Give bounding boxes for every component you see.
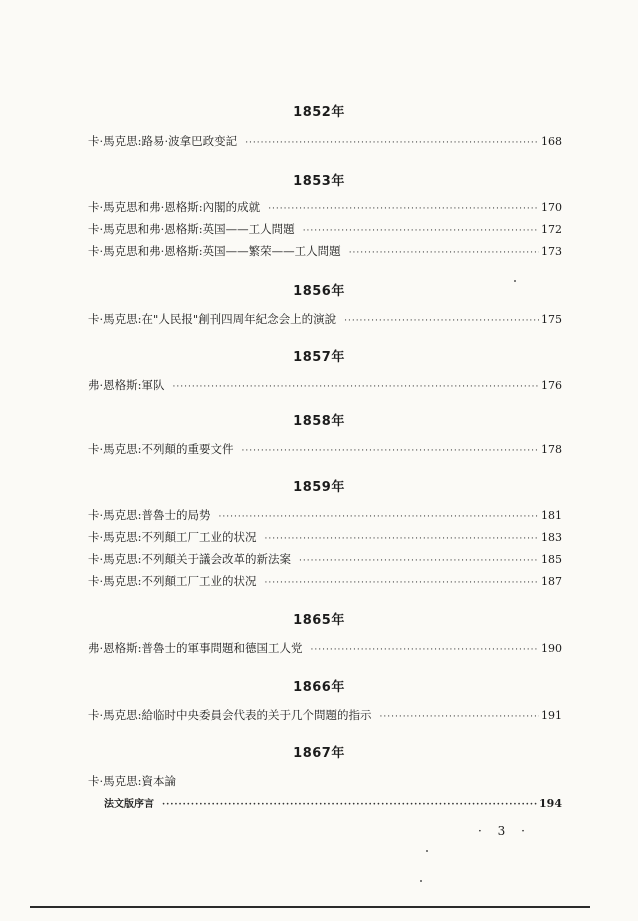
year-heading: 1857年 [293,350,345,365]
print-speck [426,850,428,852]
dot-leader [173,379,539,395]
entry-page: 175 [541,313,562,326]
entry-page: 194 [539,797,562,810]
toc-entry[interactable] [88,529,562,545]
dot-leader [303,223,539,239]
dot-leader [299,553,539,569]
entry-page: 172 [541,223,562,236]
toc-entry[interactable] [88,551,562,567]
toc-entry[interactable] [88,573,562,589]
entry-page: 185 [541,553,562,566]
entry-page: 187 [541,575,562,588]
dot-leader [380,709,539,725]
dot-leader [265,575,539,591]
entry-title: 卡·馬克思和弗·恩格斯:內閣的成就 [88,200,261,214]
entry-page: 168 [541,135,562,148]
year-heading: 1856年 [293,284,345,299]
year-heading: 1867年 [293,746,345,761]
entry-title: 卡·馬克思:路易·波拿巴政变記 [88,134,238,148]
toc-entry[interactable] [88,133,562,149]
entry-page: 173 [541,245,562,258]
dot-leader [245,135,539,151]
year-heading: 1865年 [293,613,345,628]
toc-entry[interactable] [88,199,562,215]
entry-page: 191 [541,709,562,722]
entry-title: 卡·馬克思:普魯士的局势 [88,508,211,522]
toc-entry[interactable] [88,221,562,237]
toc-entry[interactable] [88,507,562,523]
dot-leader [311,642,539,658]
entry-title: 卡·馬克思:給临时中央委員会代表的关于几个問題的指示 [88,708,372,722]
year-heading: 1852年 [293,105,345,120]
entry-title: 卡·馬克思和弗·恩格斯:英国——繁荣——工人問題 [88,244,341,258]
year-heading: 1859年 [293,480,345,495]
entry-title: 卡·馬克思:不列顛关于議会改革的新法案 [88,552,292,566]
year-heading: 1853年 [293,174,345,189]
entry-title: 弗·恩格斯:軍队 [88,378,165,392]
entry-title: 卡·馬克思:不列顛工厂工业的状况 [88,574,257,588]
entry-title: 卡·馬克思和弗·恩格斯:英国——工人問題 [88,222,295,236]
dot-leader [344,313,539,329]
entry-title: 卡·馬克思:資本論 [88,774,177,788]
year-heading: 1866年 [293,680,345,695]
toc-entry[interactable] [88,377,562,393]
dot-leader [162,797,537,813]
toc-entry[interactable] [88,640,562,656]
dot-leader [219,509,539,525]
entry-title: 卡·馬克思:不列顛工厂工业的状况 [88,530,257,544]
entry-title: 卡·馬克思:在"人民报"創刊四周年紀念会上的演說 [88,312,337,326]
entry-title: 弗·恩格斯:普魯士的軍事問題和德国工人党 [88,641,303,655]
toc-entry[interactable] [88,441,562,457]
entry-title: 法文版序言 [104,799,154,810]
bottom-rule [30,906,590,908]
print-speck [514,280,516,282]
print-speck [420,880,422,882]
toc-entry[interactable] [88,707,562,723]
page-number: · 3 · [478,824,531,838]
dot-leader [242,443,539,459]
dot-leader [268,201,539,217]
entry-page: 176 [541,379,562,392]
entry-page: 170 [541,201,562,214]
entry-page: 181 [541,509,562,522]
toc-entry[interactable] [88,773,176,789]
year-heading: 1858年 [293,414,345,429]
dot-leader [349,245,539,261]
toc-entry[interactable] [88,243,562,259]
dot-leader [265,531,539,547]
entry-page: 190 [541,642,562,655]
entry-title: 卡·馬克思:不列顛的重要文件 [88,442,234,456]
toc-entry[interactable] [88,311,562,327]
toc-subentry[interactable] [104,796,562,812]
entry-page: 178 [541,443,562,456]
entry-page: 183 [541,531,562,544]
